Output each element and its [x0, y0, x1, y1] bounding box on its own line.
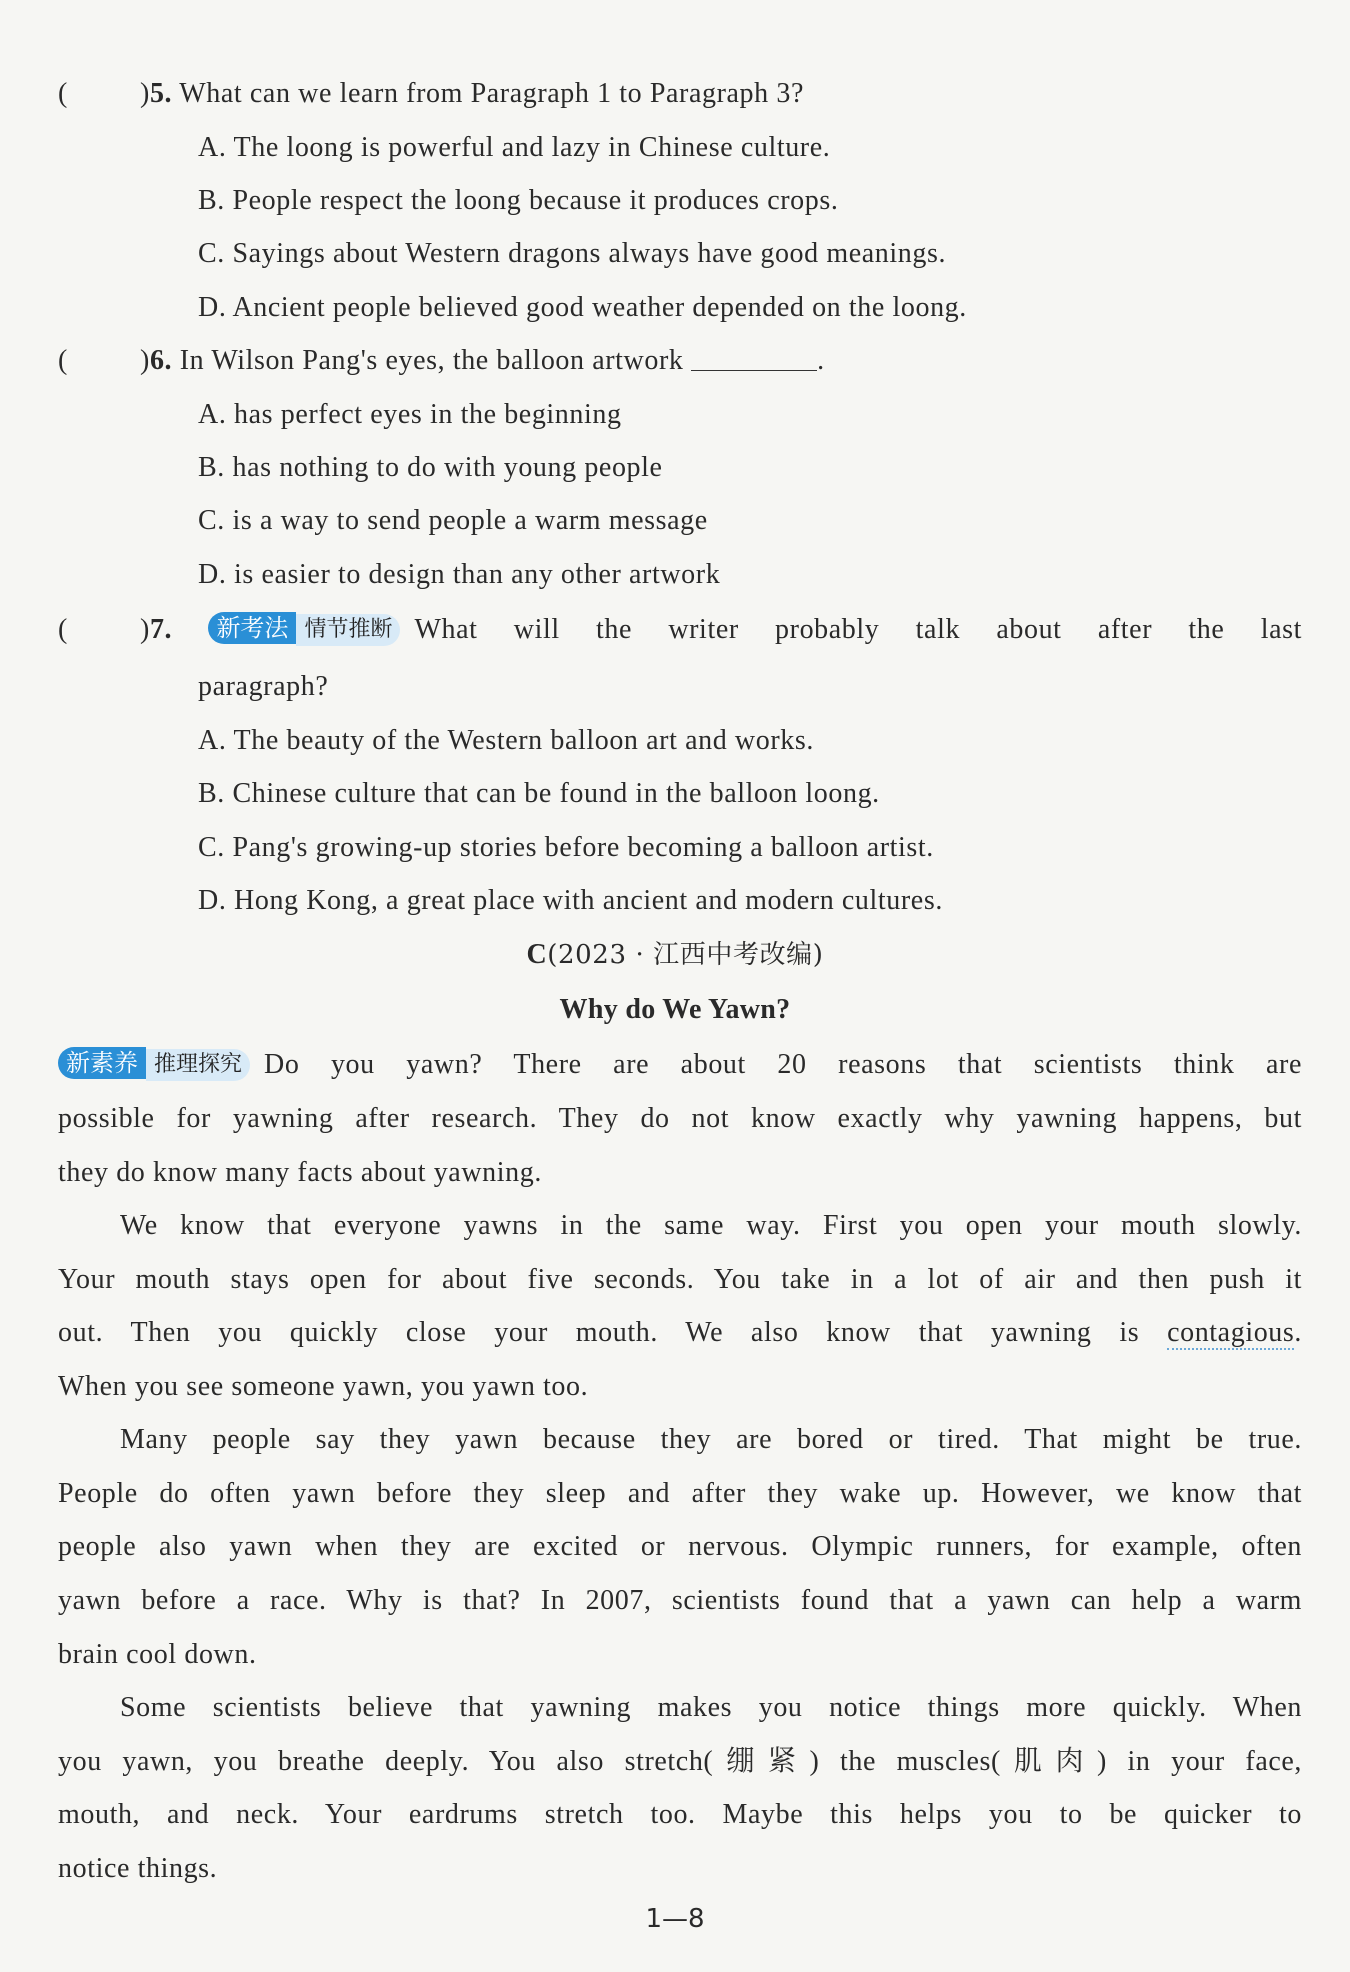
option-d: D. Ancient people believed good weather depended on the loong.	[198, 292, 967, 323]
answer-bracket[interactable]: (	[58, 78, 68, 109]
paragraph-text: out. Then you quickly close your mouth. We also know that yawning is	[58, 1317, 1140, 1348]
question-6-stem	[58, 341, 1302, 381]
paragraph-4-line-1: Some scientists believe that yawning makes you notice things more quickly. When	[120, 1692, 1302, 1723]
option-d: D. is easier to design than any other artwork	[198, 559, 721, 590]
paragraph-1-line-2: possible for yawning after research. They do not know exactly why yawning happens, but	[58, 1103, 1302, 1134]
section-source: (2023 · 江西中考改编)	[547, 940, 824, 970]
question-number: 7.	[149, 614, 173, 645]
answer-bracket[interactable]: (	[58, 345, 68, 376]
question-7-stem-cont: paragraph?	[198, 671, 329, 702]
section-letter: C	[526, 939, 548, 970]
bracket-close: )	[140, 78, 150, 109]
option-b: B. has nothing to do with young people	[198, 452, 663, 483]
passage-title: Why do We Yawn?	[559, 994, 791, 1025]
paragraph-1-line-1	[58, 1045, 1302, 1085]
answer-blank[interactable]	[691, 344, 817, 371]
paragraph-3-line-4: yawn before a race. Why is that? In 2007, scientists found that a yawn can help a warm	[58, 1585, 1302, 1616]
question-text: What will the writer probably talk about after the last	[414, 614, 1302, 645]
question-number: 5.	[149, 78, 173, 109]
paragraph-2-line-4: When you see someone yawn, you yawn too.	[58, 1371, 589, 1402]
paragraph-3-line-3: people also yawn when they are excited or nervous. Olympic runners, for example, often	[58, 1531, 1302, 1562]
badge-tag: 推理探究	[146, 1049, 250, 1081]
badge-tag: 情节推断	[296, 614, 400, 646]
marked-word: contagious	[1167, 1317, 1295, 1348]
question-text: What can we learn from Paragraph 1 to Paragraph 3?	[179, 78, 804, 109]
option-a: A. The beauty of the Western balloon art and works.	[198, 725, 814, 756]
option-a: A. The loong is powerful and lazy in Chinese culture.	[198, 132, 831, 163]
paragraph-2-line-1: We know that everyone yawns in the same way. First you open your mouth slowly.	[120, 1210, 1302, 1241]
paragraph-text: Do you yawn? There are about 20 reasons that scientists think are	[264, 1049, 1302, 1080]
section-header	[0, 935, 1350, 975]
paragraph-4-line-2: you yawn, you breathe deeply. You also stretch(绷紧) the muscles(肌肉) in your face,	[58, 1746, 1302, 1777]
paragraph-2-line-3	[58, 1313, 1302, 1353]
bracket-close: )	[140, 345, 150, 376]
option-a: A. has perfect eyes in the beginning	[198, 399, 622, 430]
answer-bracket[interactable]: (	[58, 614, 68, 645]
option-d: D. Hong Kong, a great place with ancient and modern cultures.	[198, 885, 943, 916]
paragraph-4-line-3: mouth, and neck. Your eardrums stretch too. Maybe this helps you to be quicker to	[58, 1799, 1302, 1830]
new-literacy-badge: 新素养	[58, 1047, 146, 1079]
paragraph-2-line-2: Your mouth stays open for about five seconds. You take in a lot of air and then push it	[58, 1264, 1302, 1295]
question-text: In Wilson Pang's eyes, the balloon artwork	[179, 345, 684, 376]
question-number: 6.	[149, 345, 173, 376]
option-c: C. is a way to send people a warm message	[198, 505, 708, 536]
option-c: C. Sayings about Western dragons always have good meanings.	[198, 238, 947, 269]
paragraph-3-line-5: brain cool down.	[58, 1639, 257, 1670]
sentence-period: .	[1294, 1317, 1302, 1348]
option-b: B. People respect the loong because it produces crops.	[198, 185, 839, 216]
paragraph-3-line-2: People do often yawn before they sleep and after they wake up. However, we know that	[58, 1478, 1302, 1509]
question-7-stem	[58, 610, 1302, 650]
stem-period: .	[817, 345, 825, 376]
question-5-stem	[58, 74, 1302, 114]
paragraph-4-line-4: notice things.	[58, 1853, 218, 1884]
paragraph-3-line-1: Many people say they yawn because they are bored or tired. That might be true.	[120, 1424, 1302, 1455]
option-c: C. Pang's growing-up stories before becoming a balloon artist.	[198, 832, 934, 863]
new-method-badge: 新考法	[208, 612, 296, 644]
paragraph-1-line-3: they do know many facts about yawning.	[58, 1157, 542, 1188]
page-number: 1—8	[645, 1904, 705, 1934]
bracket-close: )	[140, 614, 150, 645]
option-b: B. Chinese culture that can be found in the balloon loong.	[198, 778, 880, 809]
